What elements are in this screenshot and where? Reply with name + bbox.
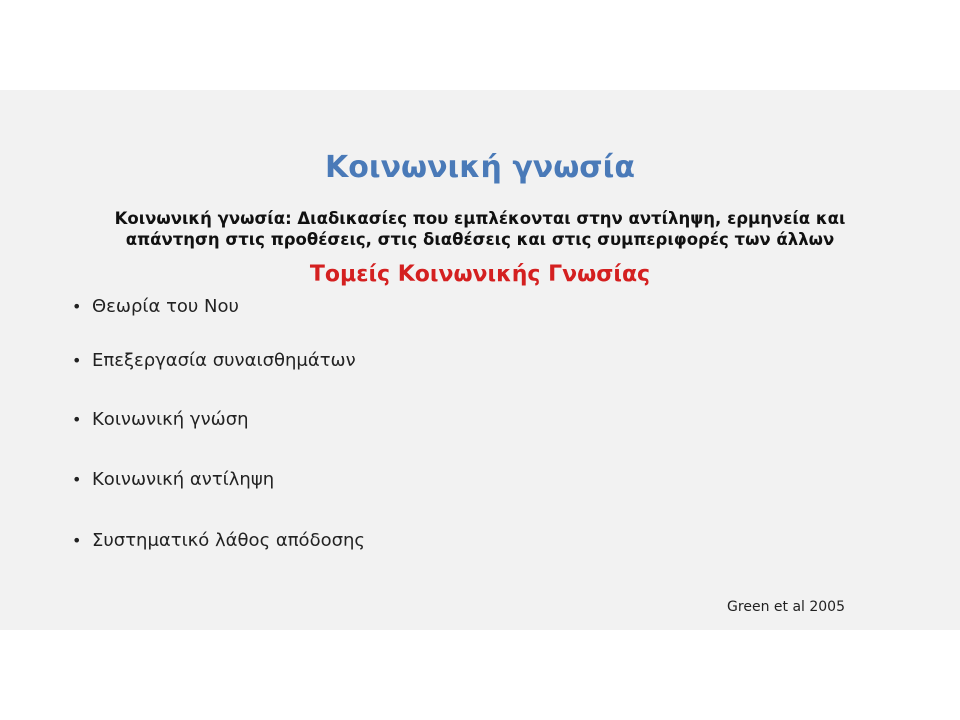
list-item-label: Συστηματικό λάθος απόδοσης — [92, 530, 365, 551]
list-item-label: Επεξεργασία συναισθημάτων — [92, 350, 356, 371]
list-item-label: Κοινωνική γνώση — [92, 409, 249, 430]
bullet-icon: • — [72, 351, 82, 370]
list-item-label: Θεωρία του Νου — [92, 296, 239, 317]
list-item — [72, 349, 356, 373]
list-item — [72, 408, 249, 432]
slide — [0, 90, 960, 630]
list-item — [72, 295, 239, 319]
bullet-icon: • — [72, 410, 82, 429]
list-item-label: Κοινωνική αντίληψη — [92, 469, 275, 490]
bullet-icon: • — [72, 531, 82, 550]
slide-title: Κοινωνική γνωσία — [325, 150, 635, 185]
list-item — [72, 468, 274, 492]
citation: Green et al 2005 — [727, 599, 845, 615]
list-item — [72, 529, 365, 553]
bullet-icon: • — [72, 470, 82, 489]
bullet-icon: • — [72, 297, 82, 316]
domains-heading: Τομείς Κοινωνικής Γνωσίας — [309, 262, 651, 287]
definition-text: Κοινωνική γνωσία: Διαδικασίες που εμπλέκονται στην αντίληψη, ερμηνεία και απάντηση στις προθέσεις, στις διαθέσεις και στις συμπεριφορές των άλλων — [114, 209, 846, 249]
